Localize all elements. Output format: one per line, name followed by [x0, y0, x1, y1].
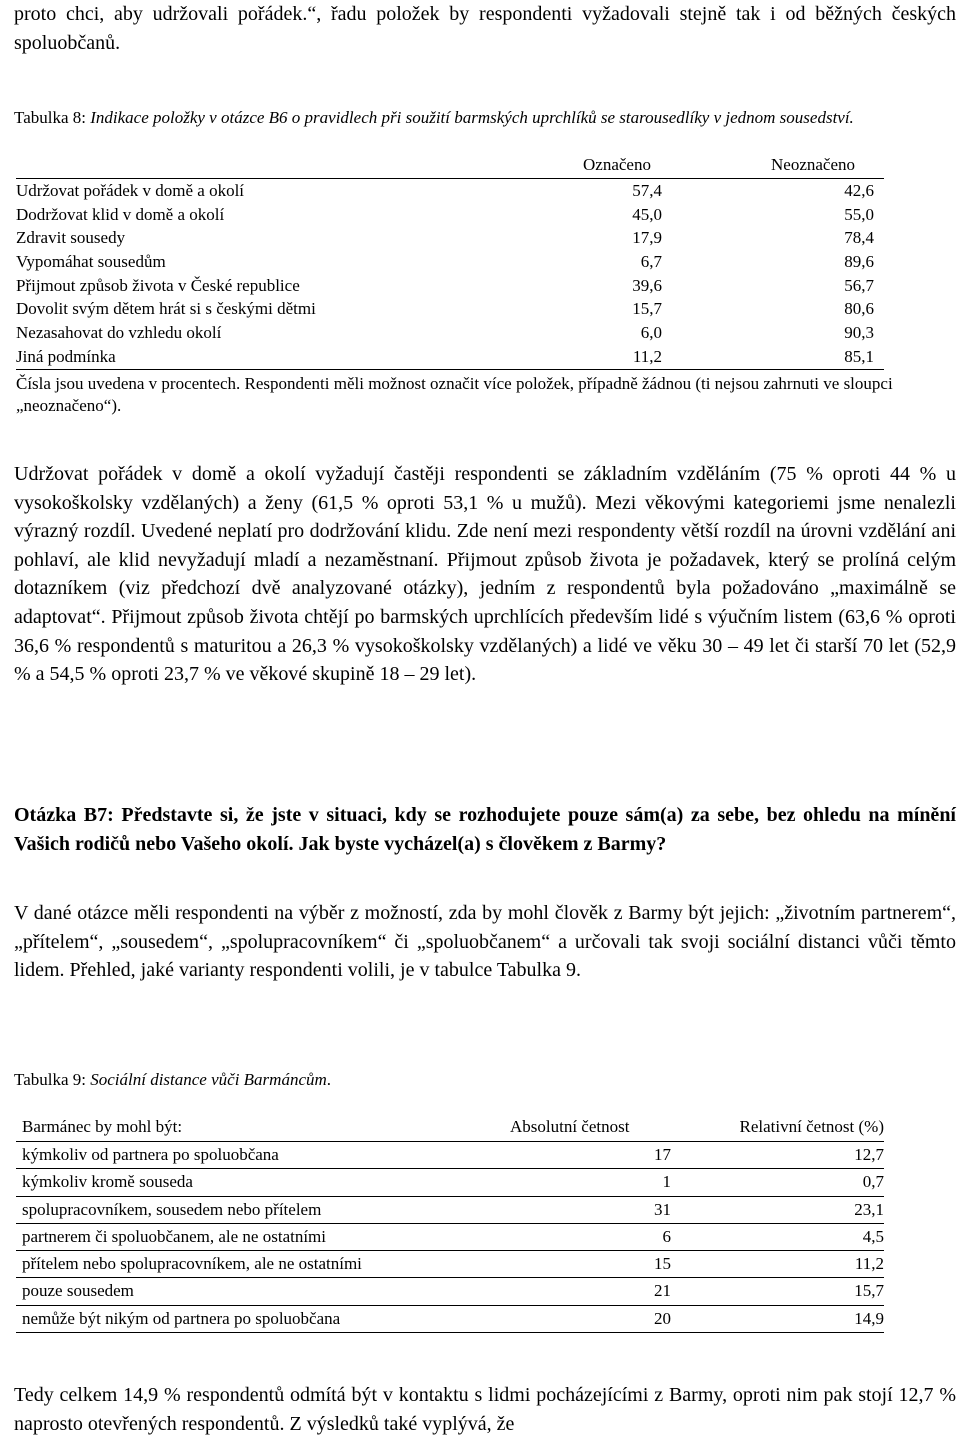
question-b7-heading: Otázka B7: Představte si, že jste v situaci, kdy se rozhodujete pouze sám(a) za sebe, bez ohledu na mínění Vašich rodičů nebo Vašeho okolí. Jak byste vycházel(a) s člověkem z Barmy? [14, 804, 956, 855]
table9-row-rel: 14,9 [854, 1308, 884, 1328]
table8-row [16, 274, 884, 298]
table8-row [16, 345, 884, 370]
table8-row-label: Dodržovat klid v domě a okolí [16, 204, 225, 224]
table9-row-rel: 12,7 [854, 1145, 884, 1164]
table9-row-abs: 17 [654, 1145, 671, 1164]
table9-col-rel: Relativní četnost (%) [739, 1117, 884, 1136]
table9 [16, 1115, 884, 1333]
table8-row-marked: 6,7 [640, 252, 662, 272]
paragraph-2: Udržovat pořádek v domě a okolí vyžadují častěji respondenti se základním vzděláním (75 % oproti 44 % u vysokoškolsky vzdělaných) a ženy (61,5 % oproti 53,1 % u mužů). Mezi věkovými kategoriemi jsme nenalezli výrazný rozdíl. Uvedené neplatí pro dodržování klidu. Zde není mezi respondenty větší rozdíl na úrovni vzdělání ani pohlaví, ale klid nevyžadují mladí a nezaměstnaní. Přijmout způsob života je požadavek, který se prolíná celým dotazníkem (viz předchozí dvě analyzované otázky), jedním z respondentů byla požadováno „maximálně se adaptovat“. Přijmout způsob života chtějí po barmských uprchlících především lidé s výučním listem (63,6 % oproti 36,6 % respondentů s maturitou a 26,3 % vysokoškolsky vzdělaných) a lidé ve věku 30 – 49 let či starší 70 let (52,9 % a 54,5 % oproti 23,7 % ve věkové skupině 18 – 29 let). [14, 463, 956, 686]
table8-row-label: Vypomáhat sousedům [16, 252, 166, 272]
table8-row-unmarked: 56,7 [844, 275, 874, 295]
table8-note: Čísla jsou uvedena v procentech. Respondenti měli možnost označit více položek, případně žádnou (ti nejsou zahrnuti ve sloupci „neoznačeno“). [16, 374, 893, 415]
table8-row-unmarked: 42,6 [844, 181, 874, 200]
table9-row [16, 1142, 884, 1169]
table8-row-unmarked: 85,1 [844, 346, 874, 366]
table8-row-marked: 6,0 [640, 323, 662, 343]
table8-row-unmarked: 90,3 [844, 323, 874, 343]
table9-row-label: pouze sousedem [22, 1281, 134, 1301]
table8-row-unmarked: 78,4 [844, 228, 874, 248]
table9-col-label: Barmánec by mohl být: [22, 1117, 183, 1136]
table8-row-label: Zdravit sousedy [16, 228, 126, 248]
table8-row [16, 179, 884, 203]
table8-row [16, 297, 884, 321]
table9-body [16, 1142, 884, 1333]
table9-row [16, 1197, 884, 1224]
table9-row-abs: 1 [662, 1172, 671, 1192]
table8-caption-title: Indikace položky v otázce B6 o pravidlech při soužití barmských uprchlíků se starousedlíky v jednom sousedství. [90, 108, 854, 127]
table9-caption-suffix: . [326, 1070, 332, 1089]
table8-header [16, 152, 884, 179]
table8-row-label: Jiná podmínka [16, 346, 116, 366]
table9-row-label: kýmkoliv od partnera po spoluobčana [22, 1145, 279, 1164]
table8-row-unmarked: 89,6 [844, 252, 874, 272]
table8-row-marked: 11,2 [632, 346, 662, 366]
table8-col-marked: Označeno [583, 155, 651, 174]
table8-row [16, 203, 884, 227]
table8-row-label: Nezasahovat do vzhledu okolí [16, 323, 222, 343]
table8-row-marked: 15,7 [632, 299, 662, 319]
table9-caption [14, 1068, 956, 1092]
table9-row [16, 1251, 884, 1278]
table8-row-label: Přijmout způsob života v České republice [16, 275, 300, 295]
table9-row-rel: 23,1 [854, 1199, 884, 1219]
table9-row-label: kýmkoliv kromě souseda [22, 1172, 193, 1192]
table8-row-marked: 45,0 [632, 204, 662, 224]
table9-row-rel: 0,7 [862, 1172, 884, 1192]
table8 [16, 152, 884, 370]
table8-caption [14, 106, 956, 130]
table9-header [16, 1115, 884, 1142]
table9-row-label: nemůže být nikým od partnera po spoluobčana [22, 1308, 341, 1328]
intro-paragraph: proto chci, aby udržovali pořádek.“, řadu položek by respondenti vyžadovali stejně tak i od běžných českých spoluobčanů. [14, 3, 956, 54]
table9-row-label: partnerem či spoluobčanem, ale ne ostatními [22, 1226, 327, 1246]
table9-row-abs: 21 [654, 1281, 671, 1301]
table8-row-marked: 17,9 [632, 228, 662, 248]
table8-row-unmarked: 80,6 [844, 299, 874, 319]
table8-caption-prefix: Tabulka 8: [14, 108, 91, 127]
table9-caption-title: Sociální distance vůči Barmáncům [90, 1070, 327, 1089]
table9-row-label: spolupracovníkem, sousedem nebo přítelem [22, 1199, 322, 1219]
table9-row-label: přítelem nebo spolupracovníkem, ale ne ostatními [22, 1254, 362, 1274]
table9-row-abs: 6 [662, 1226, 671, 1246]
table9-row [16, 1306, 884, 1333]
table9-row-rel: 4,5 [862, 1226, 884, 1246]
table8-col-unmarked: Neoznačeno [771, 155, 856, 174]
table9-row-abs: 31 [654, 1199, 671, 1219]
table8-row [16, 250, 884, 274]
table9-row [16, 1224, 884, 1251]
table9-row [16, 1278, 884, 1305]
table8-row-unmarked: 55,0 [844, 204, 874, 224]
table9-row-abs: 20 [654, 1308, 671, 1328]
paragraph-3: V dané otázce měli respondenti na výběr z možností, zda by mohl člověk z Barmy být jejich: „životním partnerem“, „přítelem“, „sousedem“, „spolupracovníkem“ či „spoluobčanem“ a určovali tak svoji sociální distanci vůči těmto lidem. Přehled, jaké varianty respondenti volili, je v tabulce Tabulka 9. [14, 902, 956, 982]
table8-row-label: Dovolit svým dětem hrát si s českými dětmi [16, 299, 316, 319]
table8-row-marked: 39,6 [632, 275, 662, 295]
paragraph-4: Tedy celkem 14,9 % respondentů odmítá být v kontaktu s lidmi pocházejícími z Barmy, oproti nim pak stojí 12,7 % naprosto otevřených respondentů. Z výsledků také vyplývá, že [14, 1384, 956, 1435]
table9-row [16, 1169, 884, 1196]
table8-row [16, 226, 884, 250]
table9-row-rel: 15,7 [854, 1281, 884, 1301]
table9-row-abs: 15 [654, 1254, 671, 1274]
table8-body [16, 179, 884, 370]
table8-row [16, 321, 884, 345]
table9-col-abs: Absolutní četnost [510, 1117, 630, 1136]
table9-caption-prefix: Tabulka 9: [14, 1070, 91, 1089]
table8-row-marked: 57,4 [632, 181, 662, 200]
table8-row-label: Udržovat pořádek v domě a okolí [16, 181, 245, 200]
table9-row-rel: 11,2 [854, 1254, 884, 1274]
